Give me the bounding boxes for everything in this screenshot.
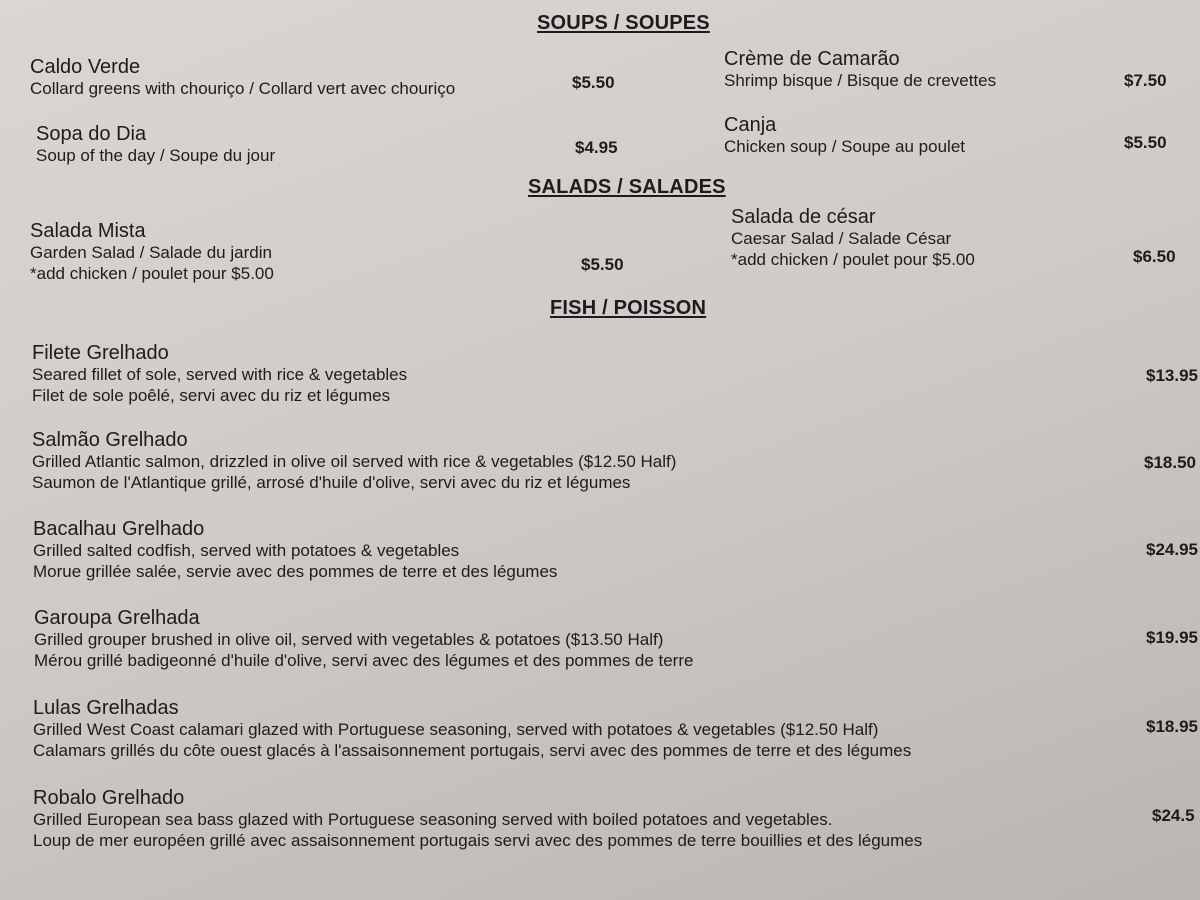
item-description-en: Grilled grouper brushed in olive oil, served with vegetables & potatoes ($13.50 Half)	[34, 630, 664, 649]
item-price: $4.95	[575, 138, 618, 157]
item-price: $18.50	[1144, 453, 1196, 472]
item-price: $19.95	[1146, 628, 1198, 647]
item-price: $13.95	[1146, 366, 1198, 385]
item-name: Salada Mista	[30, 220, 146, 242]
fish-heading: FISH / POISSON	[550, 297, 707, 319]
menu-item-salmao-grelhado	[32, 429, 676, 493]
item-name: Crème de Camarão	[724, 48, 900, 70]
item-description: Garden Salad / Salade du jardin	[30, 243, 272, 262]
item-note: *add chicken / poulet pour $5.00	[30, 264, 274, 283]
item-description-fr: Loup de mer européen grillé avec assaisonnement portugais servi avec des pommes de terre bouillies et des légumes	[33, 831, 923, 850]
item-name: Bacalhau Grelhado	[33, 518, 205, 540]
salads-heading: SALADS / SALADES	[528, 176, 726, 198]
item-description-fr: Saumon de l'Atlantique grillé, arrosé d'huile d'olive, servi avec du riz et légumes	[32, 473, 631, 492]
item-description-en: Grilled European sea bass glazed with Portuguese seasoning served with boiled potatoes and vegetables.	[33, 810, 833, 829]
menu-item-creme-de-camarao	[724, 48, 996, 91]
item-description-en: Seared fillet of sole, served with rice & vegetables	[32, 365, 408, 384]
item-description-fr: Mérou grillé badigeonné d'huile d'olive, servi avec des légumes et des pommes de terre	[34, 651, 694, 670]
menu-item-garoupa-grelhada	[34, 607, 693, 671]
item-name: Canja	[724, 114, 777, 136]
item-price: $18.95	[1146, 717, 1198, 736]
menu-item-salada-de-cesar	[731, 206, 975, 270]
item-description: Shrimp bisque / Bisque de crevettes	[724, 71, 997, 90]
item-price: $24.95	[1146, 540, 1198, 559]
item-price: $5.50	[1124, 133, 1167, 152]
item-price: $6.50	[1133, 247, 1176, 266]
menu-item-bacalhau-grelhado	[33, 518, 557, 582]
item-description-en: Grilled salted codfish, served with potatoes & vegetables	[33, 541, 460, 560]
item-price: $7.50	[1124, 71, 1167, 90]
item-description: Collard greens with chouriço / Collard vert avec chouriço	[30, 79, 456, 98]
item-description-en: Grilled Atlantic salmon, drizzled in olive oil served with rice & vegetables ($12.50 Half)	[32, 452, 677, 471]
menu-item-canja	[724, 114, 965, 157]
item-description: Chicken soup / Soupe au poulet	[724, 137, 966, 156]
menu-item-salada-mista	[30, 220, 274, 284]
item-name: Robalo Grelhado	[33, 787, 185, 809]
item-price: $24.5	[1152, 806, 1195, 825]
item-description: Soup of the day / Soupe du jour	[36, 146, 276, 165]
item-name: Caldo Verde	[30, 56, 141, 78]
item-price: $5.50	[581, 255, 624, 274]
item-name: Sopa do Dia	[36, 123, 147, 145]
soups-heading: SOUPS / SOUPES	[537, 12, 710, 34]
menu-item-robalo-grelhado	[33, 787, 922, 851]
item-description: Caesar Salad / Salade César	[731, 229, 952, 248]
item-name: Lulas Grelhadas	[33, 697, 179, 719]
menu-item-sopa-do-dia	[36, 123, 275, 166]
item-description-en: Grilled West Coast calamari glazed with Portuguese seasoning, served with potatoes & vegetables ($12.50 Half)	[33, 720, 879, 739]
menu-item-filete-grelhado	[32, 342, 407, 406]
item-description-fr: Filet de sole poêlé, servi avec du riz et légumes	[32, 386, 391, 405]
item-name: Salmão Grelhado	[32, 429, 188, 451]
item-description-fr: Calamars grillés du côte ouest glacés à l'assaisonnement portugais, servi avec des pommes de terre et des légumes	[33, 741, 912, 760]
item-note: *add chicken / poulet pour $5.00	[731, 250, 975, 269]
menu-item-lulas-grelhadas	[33, 697, 911, 761]
item-price: $5.50	[572, 73, 615, 92]
item-description-fr: Morue grillée salée, servie avec des pommes de terre et des légumes	[33, 562, 558, 581]
item-name: Salada de césar	[731, 206, 876, 228]
item-name: Garoupa Grelhada	[34, 607, 200, 629]
item-name: Filete Grelhado	[32, 342, 169, 364]
menu-item-caldo-verde	[30, 56, 455, 99]
